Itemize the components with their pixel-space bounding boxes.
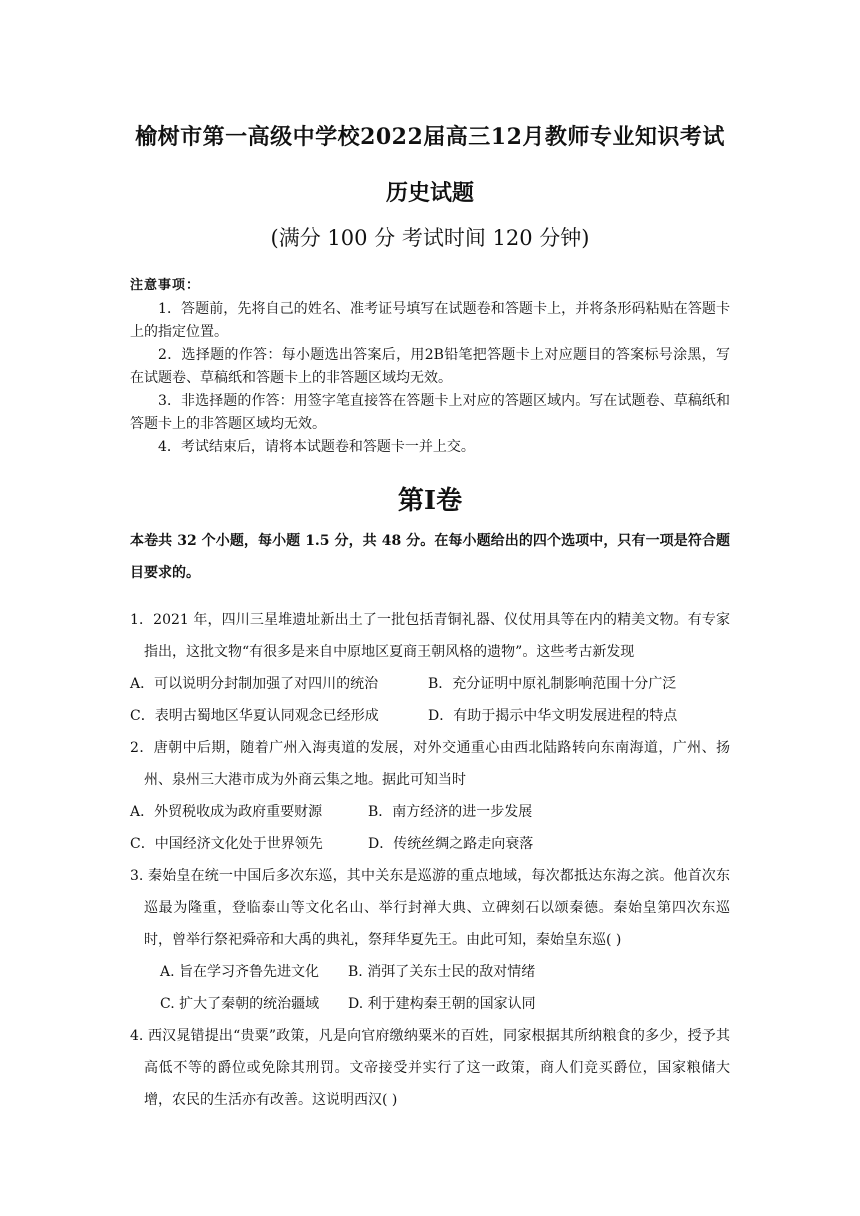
option-d: D．传统丝绸之路走向衰落 (368, 836, 534, 852)
notice-item: 2．选择题的作答：每小题选出答案后，用2B铅笔把答题卡上对应题目的答案标号涂黑，写在试题卷、草稿纸和答题卡上的非答题区域均无效。 (130, 347, 730, 386)
notice-item: 1．答题前，先将自己的姓名、准考证号填写在试题卷和答题卡上，并将条形码粘贴在答题卡上的指定位置。 (130, 301, 730, 340)
options-row (130, 828, 730, 860)
exam-title: 榆树市第一高级中学校2022届高三12月教师专业知识考试 (135, 124, 725, 150)
question-4 (130, 1020, 730, 1116)
section-intro: 本卷共 32 个小题，每小题 1.5 分，共 48 分。在每小题给出的四个选项中，只有一项是符合题目要求的。 (130, 533, 730, 581)
option-a: A. 旨在学习齐鲁先进文化 (160, 964, 320, 980)
section-title: 第Ⅰ卷 (397, 486, 463, 516)
option-c: C. 扩大了秦朝的统治疆域 (160, 996, 320, 1012)
option-b: B．充分证明中原礼制影响范围十分广泛 (428, 676, 677, 692)
options-row (130, 956, 730, 988)
option-c: C．表明古蜀地区华夏认同观念已经形成 (130, 708, 379, 724)
options-row (130, 796, 730, 828)
notice-list (130, 298, 730, 459)
options-row (130, 988, 730, 1020)
subject-title: 历史试题 (385, 180, 474, 206)
question-stem: 1．2021 年，四川三星堆遗址新出土了一批包括青铜礼器、仪仗用具等在内的精美文物。有专家指出，这批文物“有很多是来自中原地区夏商王朝风格的遗物”。这些考古新发现 (130, 612, 730, 660)
option-d: D．有助于揭示中华文明发展进程的特点 (428, 708, 678, 724)
notice-title: 注意事项： (130, 278, 201, 293)
notice-item: 4．考试结束后，请将本试题卷和答题卡一并上交。 (158, 439, 475, 455)
question-stem: 2．唐朝中后期，随着广州入海夷道的发展，对外交通重心由西北陆路转向东南海道，广州、扬州、泉州三大港市成为外商云集之地。据此可知当时 (130, 740, 730, 788)
option-d: D. 利于建构秦王朝的国家认同 (348, 996, 536, 1012)
option-a: A．外贸税收成为政府重要财源 (130, 804, 323, 820)
option-b: B．南方经济的进一步发展 (368, 804, 533, 820)
option-c: C．中国经济文化处于世界领先 (130, 836, 323, 852)
score-time-line: (满分 100 分 考试时间 120 分钟) (270, 226, 590, 250)
options-row (130, 668, 730, 700)
notice-item: 3．非选择题的作答：用签字笔直接答在答题卡上对应的答题区域内。写在试题卷、草稿纸和答题卡上的非答题区域均无效。 (130, 393, 730, 432)
question-stem: 4. 西汉晁错提出“贵粟”政策，凡是向官府缴纳粟米的百姓，同家根据其所纳粮食的多少，授予其高低不等的爵位或免除其刑罚。文帝接受并实行了这一政策，商人们竞买爵位，国家粮储大增，农民的生活亦有改善。这说明西汉( ) (130, 1028, 730, 1108)
question-stem: 3. 秦始皇在统一中国后多次东巡，其中关东是巡游的重点地域，每次都抵达东海之滨。他首次东巡最为隆重，登临泰山等文化名山、举行封禅大典、立碑刻石以颂秦德。秦始皇第四次东巡时，曾举行祭祀舜帝和大禹的典礼，祭拜华夏先王。由此可知，秦始皇东巡( ) (130, 868, 730, 948)
options-row (130, 700, 730, 732)
option-b: B. 消弭了关东士民的敌对情绪 (348, 964, 536, 980)
question-1 (130, 604, 730, 732)
option-a: A．可以说明分封制加强了对四川的统治 (130, 676, 379, 692)
question-3 (130, 860, 730, 1020)
question-2 (130, 732, 730, 860)
